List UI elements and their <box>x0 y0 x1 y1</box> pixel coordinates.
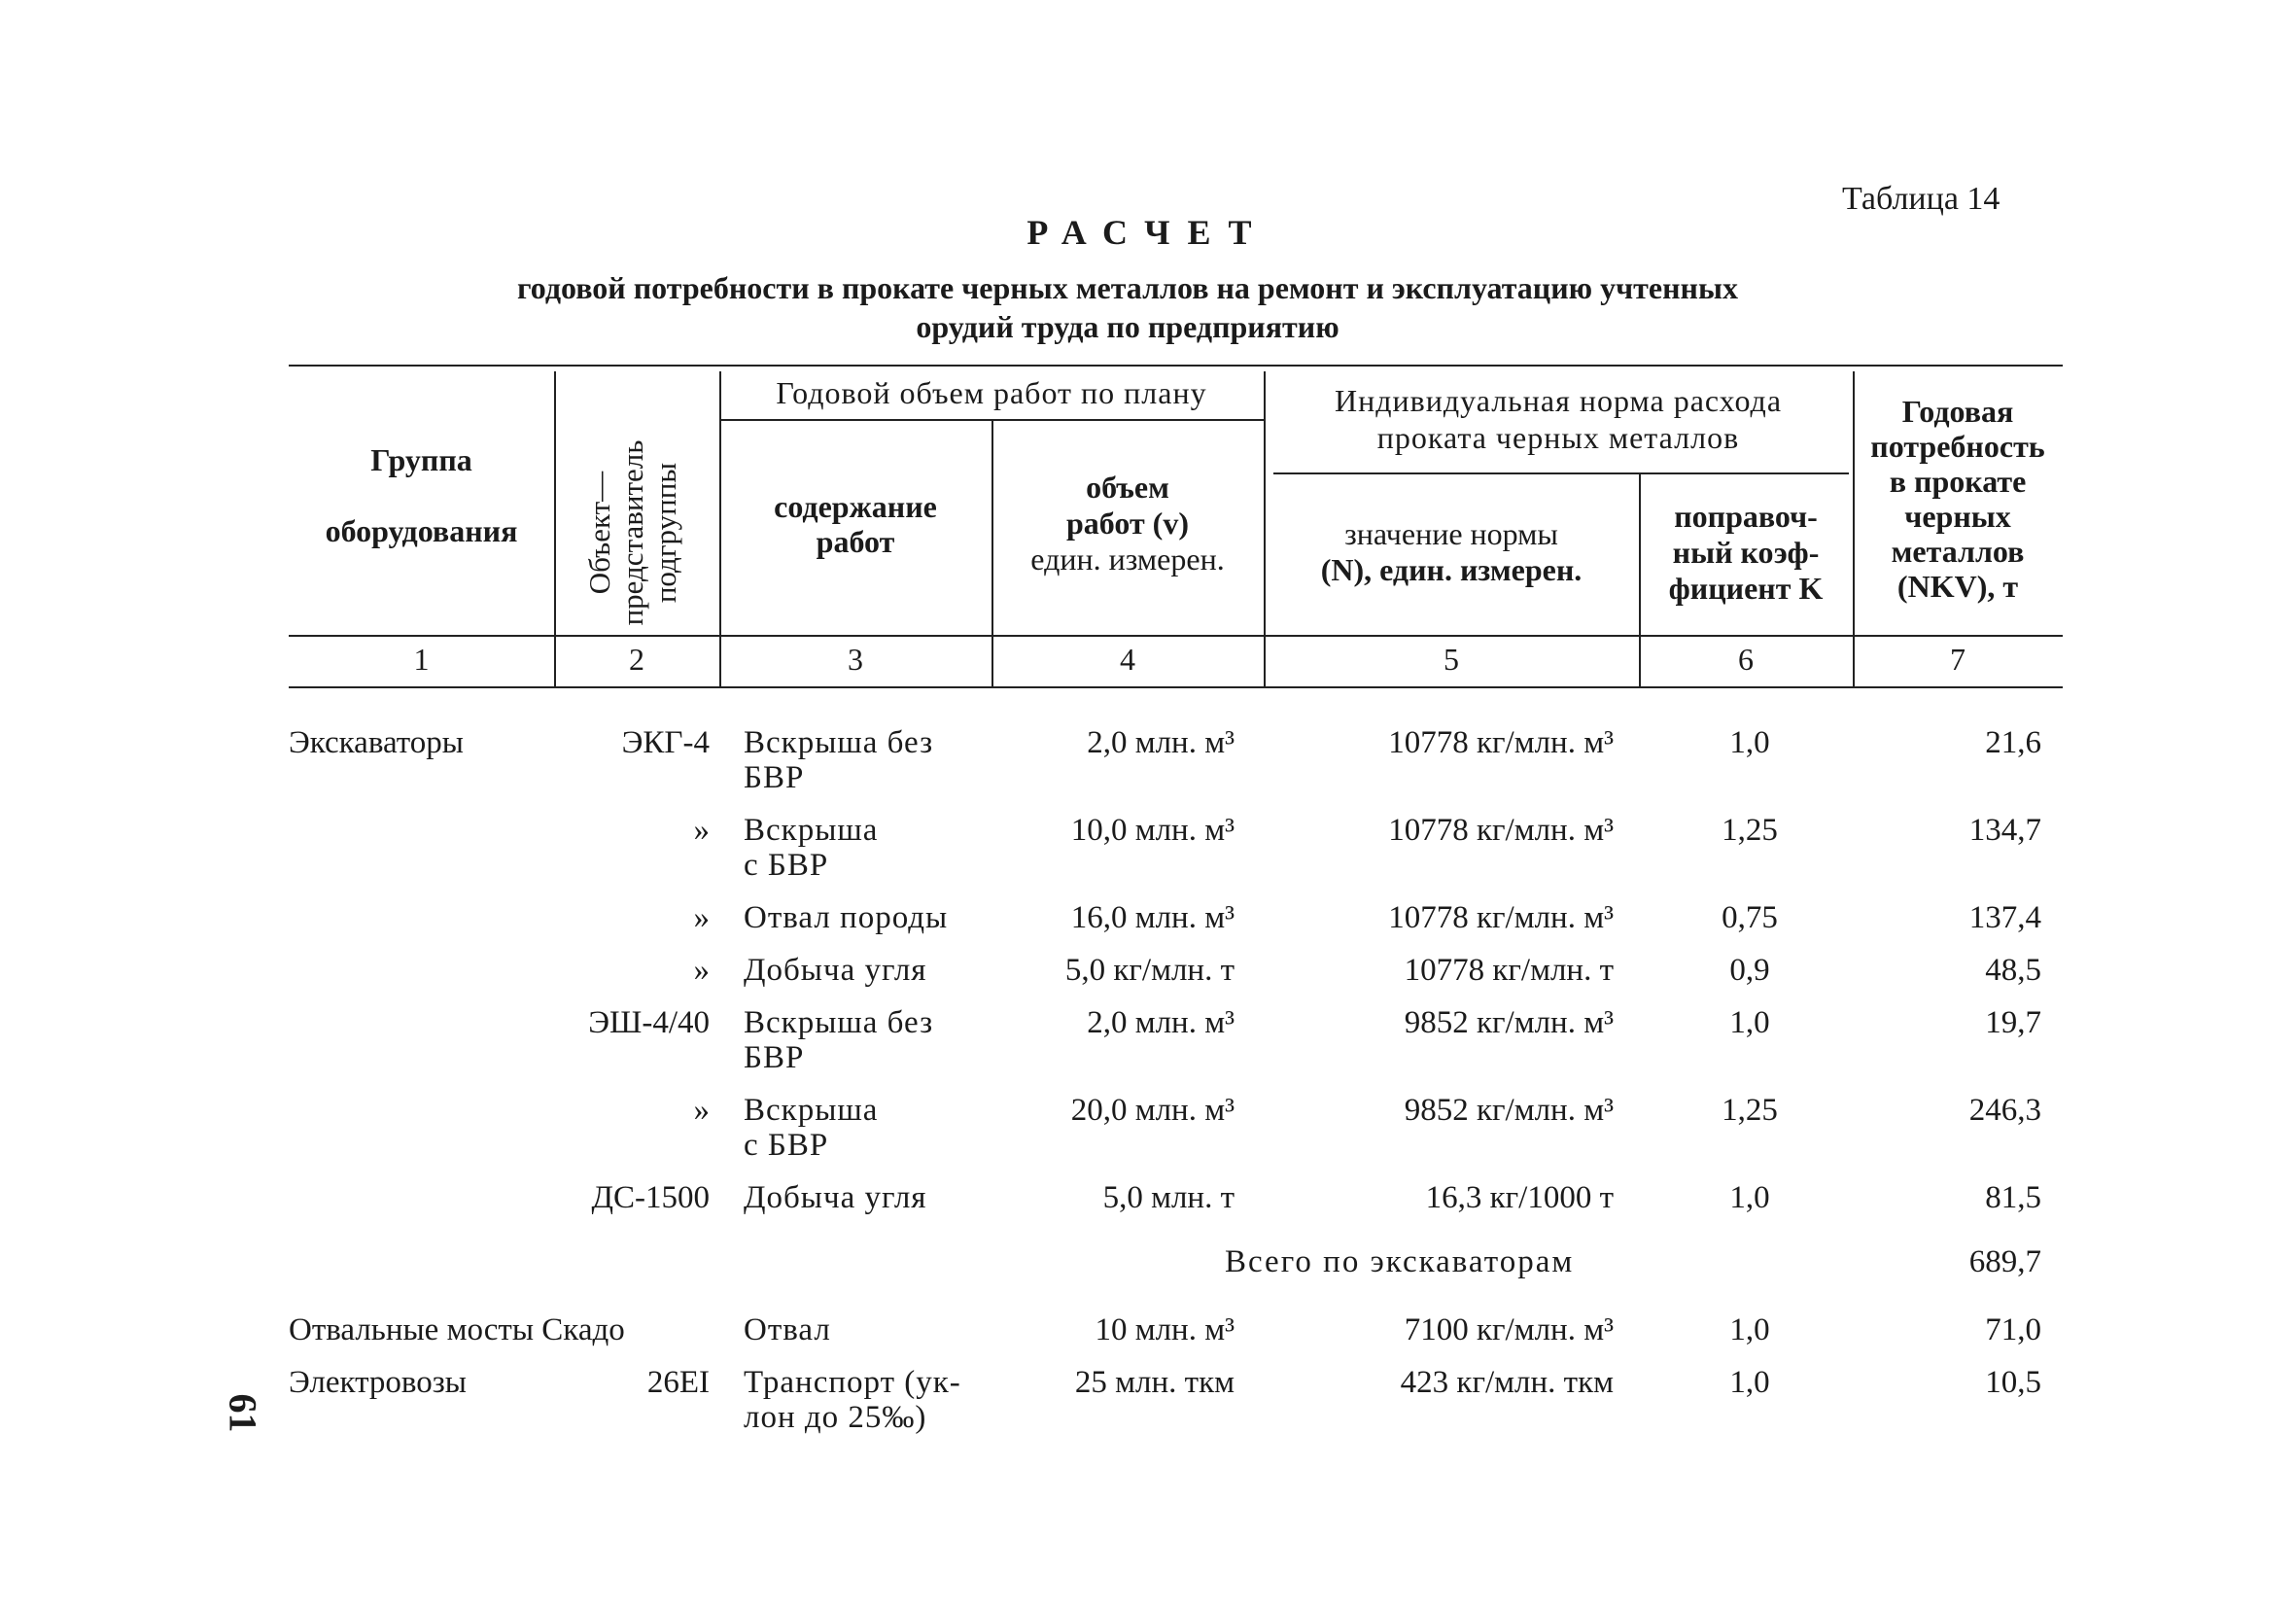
header-need-line5: металлов <box>1891 534 2025 569</box>
cell-coef: 1,0 <box>1729 725 1770 760</box>
cell-object: ЭШ-4/40 <box>588 1005 710 1040</box>
cell-object: ДС-1500 <box>591 1180 710 1215</box>
cell-group: Электровозы <box>289 1365 467 1400</box>
table-label: Таблица 14 <box>1842 181 2000 217</box>
cell-norm: 10778 кг/млн. м³ <box>1388 813 1614 848</box>
cell-object: » <box>693 953 710 988</box>
cell-need: 81,5 <box>1985 1180 2041 1215</box>
cell-need: 134,7 <box>1968 813 2041 848</box>
header-need-line3: в прокате <box>1889 464 2027 499</box>
cell-norm: 10778 кг/млн. т <box>1404 953 1614 988</box>
header-need-line2: потребность <box>1870 429 2045 464</box>
cell-volume: 5,0 кг/млн. т <box>1064 953 1235 988</box>
header-need-line6: (NKV), т <box>1896 569 2019 604</box>
norm-rule <box>1273 472 1849 474</box>
cell-object: » <box>693 900 710 935</box>
cell-need: 48,5 <box>1985 953 2041 988</box>
cell-object: ЭКГ-4 <box>621 725 710 760</box>
cell-volume: 20,0 млн. м³ <box>1070 1093 1235 1128</box>
column-number-4: 4 <box>1120 642 1135 677</box>
cell-volume: 25 млн. ткм <box>1074 1365 1235 1400</box>
column-number-6: 6 <box>1738 642 1754 677</box>
column-number-1: 1 <box>413 642 430 677</box>
header-top-rule <box>289 365 2063 367</box>
cell-need: 246,3 <box>1968 1093 2041 1128</box>
header-object-line2: представитель <box>615 439 649 626</box>
cell-object: 26EI <box>646 1365 710 1400</box>
cell-norm: 9852 кг/млн. м³ <box>1404 1005 1614 1040</box>
cell-object: » <box>693 813 710 848</box>
cell-norm: 423 кг/млн. ткм <box>1400 1365 1614 1400</box>
header-need-line1: Годовая <box>1901 394 2014 429</box>
cell-content: Вскрыша без БВР <box>744 725 934 795</box>
total-label: Всего по экскаваторам <box>1225 1244 1575 1279</box>
cell-content: Отвал породы <box>744 900 949 935</box>
cell-norm: 16,3 кг/1000 т <box>1425 1180 1614 1215</box>
cell-content: Добыча угля <box>744 1180 927 1215</box>
cell-volume: 2,0 млн. м³ <box>1087 1005 1235 1040</box>
header-norm-value-line1: значение нормы <box>1344 516 1558 551</box>
column-number-7: 7 <box>1950 642 1966 677</box>
cell-content: Добыча угля <box>744 953 927 988</box>
page-number: 61 <box>221 1393 265 1433</box>
cell-volume: 2,0 млн. м³ <box>1087 725 1235 760</box>
cell-norm: 9852 кг/млн. м³ <box>1404 1093 1614 1128</box>
cell-need: 19,7 <box>1985 1005 2041 1040</box>
document-subtitle <box>369 268 1886 346</box>
cell-need: 137,4 <box>1968 900 2041 935</box>
total-value: 689,7 <box>1968 1244 2041 1279</box>
cell-norm: 10778 кг/млн. м³ <box>1388 900 1614 935</box>
cell-coef: 1,25 <box>1722 1093 1778 1128</box>
header-content-line2: работ <box>816 524 895 559</box>
cell-content: Вскрыша с БВР <box>744 1093 879 1163</box>
header-coef-line2: ный коэф- <box>1672 535 1820 570</box>
cell-content: Вскрыша без БВР <box>744 1005 934 1075</box>
cell-content: Транспорт (ук- лон до 25‰) <box>744 1365 961 1435</box>
cell-volume: 16,0 млн. м³ <box>1070 900 1235 935</box>
cell-coef: 0,9 <box>1729 953 1770 988</box>
header-object-line3: подгруппы <box>648 462 682 604</box>
header-content-line1: содержание <box>774 489 937 524</box>
header-norm-value-line2: (N), един. измерен. <box>1320 552 1583 587</box>
cell-norm: 10778 кг/млн. м³ <box>1388 725 1614 760</box>
cell-coef: 0,75 <box>1722 900 1778 935</box>
cell-group: Экскаваторы <box>289 725 464 760</box>
subtitle-line-1: годовой потребности в прокате черных металлов на ремонт и эксплуатацию учтенных <box>517 270 1738 305</box>
cell-norm: 7100 кг/млн. м³ <box>1404 1312 1614 1347</box>
cell-need: 10,5 <box>1985 1365 2041 1400</box>
header-annual-volume: Годовой объем работ по плану <box>776 375 1207 410</box>
subtitle-line-2: орудий труда по предприятию <box>916 309 1339 344</box>
header-volume-line2: работ (v) <box>1066 506 1189 541</box>
cell-coef: 1,0 <box>1729 1365 1770 1400</box>
column-number-2: 2 <box>629 642 644 677</box>
cell-volume: 10,0 млн. м³ <box>1070 813 1235 848</box>
header-object-line1: Объект— <box>582 471 616 595</box>
cell-need: 71,0 <box>1985 1312 2041 1347</box>
cell-group: Отвальные мосты Скадо <box>289 1312 625 1347</box>
cell-need: 21,6 <box>1985 725 2041 760</box>
cell-coef: 1,0 <box>1729 1180 1770 1215</box>
cell-content: Вскрыша с БВР <box>744 813 879 883</box>
cell-volume: 10 млн. м³ <box>1095 1312 1235 1347</box>
header-volume-line1: объем <box>1086 470 1169 505</box>
column-number-5: 5 <box>1444 642 1459 677</box>
header-norm-line1: Индивидуальная норма расхода <box>1334 383 1783 418</box>
cell-coef: 1,25 <box>1722 813 1778 848</box>
document-title: РАСЧЕТ <box>1026 213 1270 252</box>
cell-coef: 1,0 <box>1729 1312 1770 1347</box>
header-volume-line3: един. измерен. <box>1030 542 1225 577</box>
cell-volume: 5,0 млн. т <box>1102 1180 1235 1215</box>
header-need-line4: черных <box>1904 499 2011 534</box>
header-group-line1: Группа <box>370 442 472 477</box>
header-coef-line1: поправоч- <box>1674 499 1818 534</box>
cell-object: » <box>693 1093 710 1128</box>
column-number-3: 3 <box>848 642 863 677</box>
header-group-line2: оборудования <box>325 513 518 548</box>
header-norm-line2: проката черных металлов <box>1376 420 1740 455</box>
numbers-bottom-rule <box>289 686 2063 688</box>
cell-coef: 1,0 <box>1729 1005 1770 1040</box>
cell-content: Отвал <box>744 1312 831 1347</box>
col-divider-1 <box>554 371 556 686</box>
header-coef-line3: фициент K <box>1668 571 1824 606</box>
